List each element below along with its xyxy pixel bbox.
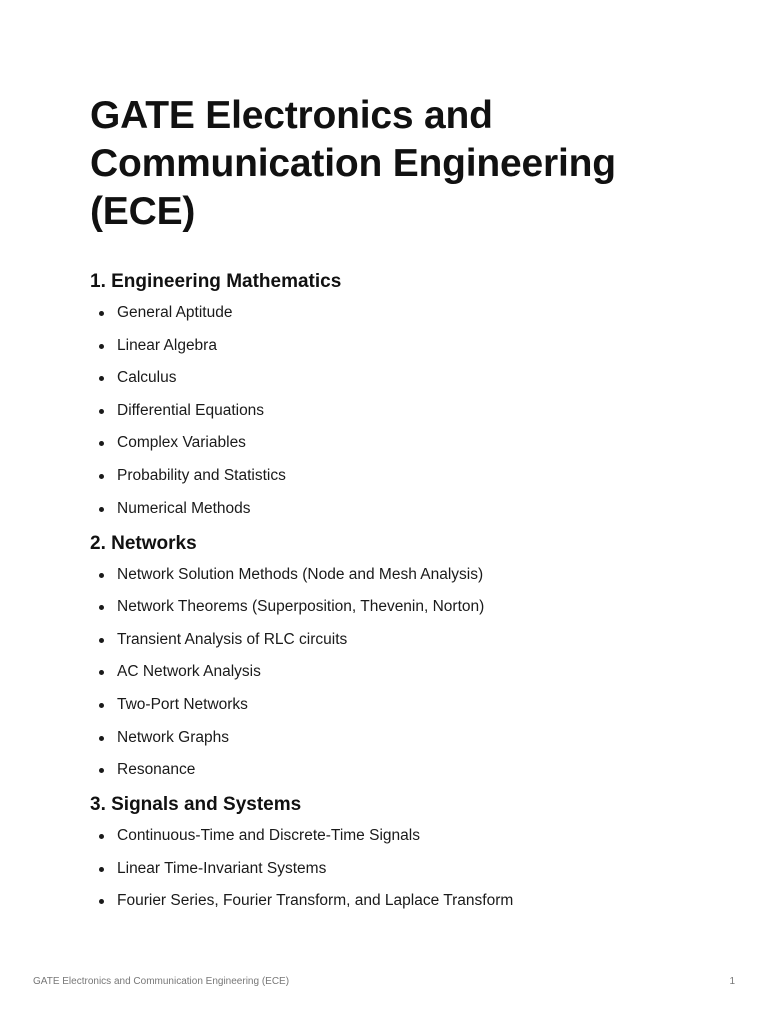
list-item [90,401,690,421]
bullet-icon [99,344,104,349]
list-item-text: Differential Equations [117,401,265,419]
list-item-text: Calculus [117,369,177,387]
footer-page-number: 1 [729,976,735,987]
list-item-text: Fourier Series, Fourier Transform, and Laplace Transform [117,892,514,910]
list-item-text: Linear Time-Invariant Systems [117,859,327,877]
topic-list [90,565,690,781]
bullet-icon [99,670,104,675]
page-content [90,92,690,924]
sections-container [90,270,690,911]
bullet-icon [99,638,104,643]
section [90,270,690,519]
list-item [90,859,690,879]
list-item [90,597,690,617]
list-item [90,760,690,780]
list-item-text: Transient Analysis of RLC circuits [117,630,348,648]
topic-list [90,303,690,519]
list-item [90,630,690,650]
footer-title: GATE Electronics and Communication Engineering (ECE) [33,976,290,987]
topic-list [90,826,690,911]
list-item-text: Probability and Statistics [117,466,286,484]
page-title: GATE Electronics and Communication Engineering (ECE) [90,94,616,233]
list-item-text: Two-Port Networks [117,695,248,713]
list-item-text: Continuous-Time and Discrete-Time Signals [117,827,420,845]
list-item [90,499,690,519]
list-item-text: Linear Algebra [117,336,217,354]
bullet-icon [99,474,104,479]
list-item [90,728,690,748]
list-item-text: AC Network Analysis [117,663,261,681]
list-item [90,433,690,453]
section-heading: 1. Engineering Mathematics [90,271,342,292]
section-heading: 3. Signals and Systems [90,794,302,816]
list-item [90,368,690,388]
list-item [90,336,690,356]
bullet-icon [99,834,104,839]
list-item-text: Network Solution Methods (Node and Mesh Analysis) [117,565,484,583]
list-item [90,662,690,682]
list-item [90,466,690,486]
list-item [90,826,690,846]
list-item [90,565,690,585]
bullet-icon [99,768,104,773]
bullet-icon [99,736,104,741]
bullet-icon [99,441,104,446]
list-item [90,891,690,911]
bullet-icon [99,409,104,414]
list-item-text: Network Theorems (Superposition, Thevenin, Norton) [117,598,485,616]
list-item-text: Network Graphs [117,728,229,746]
bullet-icon [99,311,104,316]
section [90,793,690,911]
list-item-text: General Aptitude [117,304,233,321]
section [90,532,690,781]
list-item [90,303,690,323]
bullet-icon [99,507,104,512]
list-item-text: Numerical Methods [117,499,251,517]
list-item-text: Complex Variables [117,434,246,452]
bullet-icon [99,899,104,904]
bullet-icon [99,867,104,872]
list-item [90,695,690,715]
section-heading: 2. Networks [90,532,197,554]
page-footer [33,976,735,990]
bullet-icon [99,376,104,381]
list-item-text: Resonance [117,761,196,779]
bullet-icon [99,605,104,610]
bullet-icon [99,573,104,578]
bullet-icon [99,703,104,708]
